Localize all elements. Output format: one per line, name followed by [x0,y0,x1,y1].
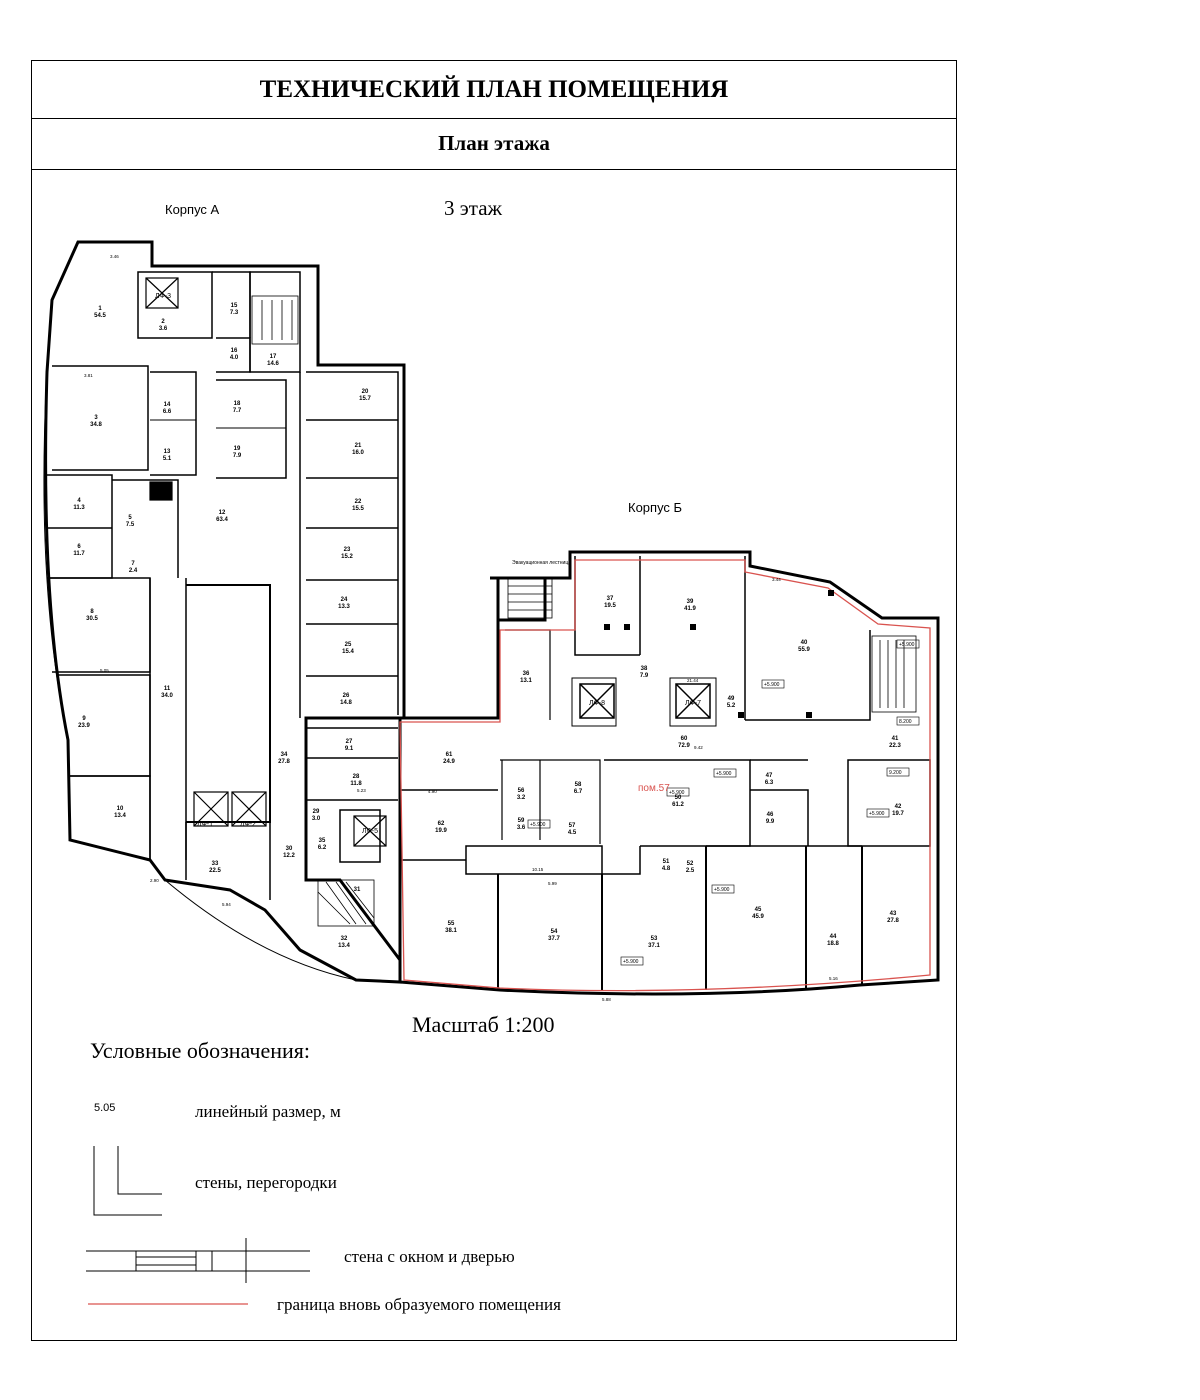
room-number: 56 [517,788,525,794]
dimension-text: 4.90 [428,789,437,794]
room-number: 6 [77,544,81,550]
room-label-61 [443,752,455,765]
lift-label: ЛФ-5 [361,828,379,835]
room-area: 41.9 [684,606,696,612]
room-number: 47 [765,773,773,779]
lift-label: ЛФ-7 [684,700,702,707]
room-label-17 [267,354,279,367]
room-label-19 [233,446,242,459]
room-area: 7.9 [232,453,242,459]
room-number: 16 [230,348,238,354]
room-area: 11.3 [73,505,85,511]
dimension-text: 5.99 [548,881,557,886]
room-number: 57 [568,823,576,829]
building-b-walls [400,552,938,994]
room-number: 27 [345,739,353,745]
lifts-a [146,278,386,846]
room-area: 15.2 [341,554,353,560]
room-area: 2.4 [128,568,138,574]
room-area: 5.1 [162,456,172,462]
room-label-40 [798,640,810,653]
room-label-20 [359,389,371,402]
elevation-mark: +5.900 [714,887,730,893]
legend-item-walls: стены, перегородки [195,1173,337,1192]
room-label-15 [230,303,239,316]
legend-dimension-sample: 5.05 [94,1102,116,1114]
room-number: 39 [686,599,694,605]
room-label-22 [352,499,364,512]
room-label-29 [312,809,321,822]
room-area: 27.8 [887,918,899,924]
elevation-mark: +5.900 [623,959,639,965]
legend-wall-sample [94,1146,162,1215]
room-label-26 [340,693,352,706]
room-label-5 [126,515,135,528]
room-label-6 [73,544,85,557]
legend-item-boundary: граница вновь образуемого помещения [277,1295,561,1314]
legend-title: Условные обозначения: [90,1038,311,1063]
lift-label: ЛФ-1 [196,821,214,828]
room-area: 61.2 [672,802,684,808]
sheet-title: ТЕХНИЧЕСКИЙ ПЛАН ПОМЕЩЕНИЯ [32,61,956,119]
dimension-text: 3.46 [110,254,119,259]
room-number: 33 [211,861,219,867]
room-area: 19.5 [604,603,616,609]
room-area: 15.7 [359,396,371,402]
room-area: 6.2 [317,845,327,851]
room-area: 12.2 [283,853,295,859]
new-premises-boundary [400,560,930,991]
lift-label: ЛФ-3 [154,293,172,300]
room-area: 15.5 [352,506,364,512]
room-area: 6.3 [764,780,774,786]
room-label-35 [318,838,327,851]
room-label-3 [90,415,102,428]
room-number: 40 [800,640,808,646]
room-label-59 [517,818,526,831]
room-area: 5.2 [726,703,736,709]
room-label-18 [233,401,242,414]
room-number: 50 [674,795,682,801]
room-area: 4.0 [229,355,239,361]
room-number: 24 [340,597,348,603]
room-area: 37.1 [648,943,660,949]
room-area: 22.3 [889,743,901,749]
room-label-39 [684,599,696,612]
room-label-37 [604,596,616,609]
room-number: 23 [343,547,351,553]
room-number: 55 [447,921,455,927]
room-area: 14.8 [340,700,352,706]
room-label-9 [78,716,90,729]
room-number: 25 [344,642,352,648]
room-number: 53 [650,936,658,942]
room-number: 14 [163,402,171,408]
room-label-4 [73,498,85,511]
room-number: 38 [640,666,648,672]
room-label-30 [283,846,295,859]
dimension-text: 21.44 [687,678,699,683]
room-label-62 [435,821,447,834]
room-area: 18.8 [827,941,839,947]
room-label-13 [163,449,172,462]
room-number: 26 [342,693,350,699]
room-area: 27.8 [278,759,290,765]
room-area: 34.8 [90,422,102,428]
elevation-mark: +5.900 [764,682,780,688]
column-markers [604,590,834,718]
room-area: 6.6 [162,409,172,415]
building-a-label: Корпус А [165,202,220,217]
room-label-44 [827,934,839,947]
elevation-mark: 8.200 [899,719,912,725]
room-label-23 [341,547,353,560]
room-area: 11.7 [73,551,85,557]
elevation-mark: +5.900 [530,822,546,828]
room-label-7 [129,561,138,574]
room-number: 51 [662,859,670,865]
room-number: 52 [686,861,694,867]
sheet-subtitle: План этажа [32,118,956,170]
room-label-49 [727,696,736,709]
room-area: 7.5 [125,522,135,528]
room-area: 13.4 [114,813,126,819]
room-number: 29 [312,809,320,815]
room-area: 24.9 [443,759,455,765]
room-number: 58 [574,782,582,788]
lift-label: ЛФ-2 [239,821,257,828]
room-label-16 [230,348,239,361]
room-number: 7 [131,561,135,567]
room-label-28 [350,774,362,787]
elevation-mark: 9.200 [889,770,902,776]
room-label-25 [342,642,354,655]
room-label-54 [548,929,560,942]
room-number: 31 [353,887,361,893]
room-area: 22.5 [209,868,221,874]
room-area: 7.3 [229,310,239,316]
room-number: 28 [352,774,360,780]
room-number: 42 [894,804,902,810]
elevation-mark: +5.900 [716,771,732,777]
room-area: 15.4 [342,649,354,655]
room-area: 9.1 [344,746,354,752]
dimension-text: 3.81 [84,373,93,378]
room-number: 60 [680,736,688,742]
room-area: 14.6 [267,361,279,367]
building-b-label: Корпус Б [628,500,683,515]
room-area: 3.0 [311,816,321,822]
dimension-text: 5.23 [357,788,366,793]
room-area: 38.1 [445,928,457,934]
room-number: 4 [77,498,81,504]
room-label-10 [114,806,126,819]
elevation-mark: +5.900 [669,790,685,796]
legend-item-window-door: стена с окном и дверью [344,1247,515,1266]
room-label-8 [86,609,98,622]
room-area: 19.7 [892,811,904,817]
room-area: 37.7 [548,936,560,942]
lift-labels [155,293,701,835]
room-number: 61 [445,752,453,758]
dimension-text: 5.05 [100,668,109,673]
room-number: 35 [318,838,326,844]
dimension-text: 9.42 [694,745,703,750]
elevation-mark: +5.900 [869,811,885,817]
room-label-55 [445,921,457,934]
premises-57-label: пом.57 [638,783,670,794]
room-number: 20 [361,389,369,395]
room-label-46 [766,812,775,825]
room-label-51 [662,859,671,872]
room-number: 46 [766,812,774,818]
room-number: 15 [230,303,238,309]
room-number: 37 [606,596,614,602]
dimension-text: 5.94 [222,902,231,907]
room-label-41 [889,736,901,749]
room-number: 30 [285,846,293,852]
room-label-60 [678,736,690,749]
elevation-marks [528,640,919,965]
room-label-21 [352,443,364,456]
legend-window-door-sample [86,1238,310,1283]
dimension-text: 3.44 [772,577,781,582]
room-area: 30.5 [86,616,98,622]
room-label-2 [159,319,168,332]
room-number: 45 [754,907,762,913]
room-number: 19 [233,446,241,452]
room-area: 72.9 [678,743,690,749]
dimension-text: 5.16 [829,976,838,981]
room-area: 4.8 [661,866,671,872]
room-number: 5 [128,515,132,521]
room-number: 12 [218,510,226,516]
room-number: 34 [280,752,288,758]
room-label-34 [278,752,290,765]
room-number: 13 [163,449,171,455]
room-label-27 [345,739,354,752]
room-area: 3.6 [516,825,526,831]
room-number: 49 [727,696,735,702]
room-label-33 [209,861,221,874]
room-label-12 [216,510,228,523]
room-area: 2.5 [685,868,695,874]
room-number: 10 [116,806,124,812]
room-label-31 [354,887,361,893]
room-area: 9.9 [765,819,775,825]
room-area: 54.5 [94,313,106,319]
room-label-57 [568,823,577,836]
lift-label: ЛФ-8 [588,700,606,707]
room-area: 7.7 [232,408,242,414]
room-area: 55.9 [798,647,810,653]
room-area: 45.9 [752,914,764,920]
room-number: 59 [517,818,525,824]
room-label-32 [338,936,350,949]
room-area: 3.2 [516,795,526,801]
room-number: 41 [891,736,899,742]
room-number: 21 [354,443,362,449]
room-label-1 [94,306,106,319]
legend-item-dimension: линейный размер, м [195,1102,341,1121]
room-area: 3.6 [158,326,168,332]
room-label-42 [892,804,904,817]
room-labels [73,303,904,949]
room-area: 13.4 [338,943,350,949]
room-area: 13.1 [520,678,532,684]
scale-label: Масштаб 1:200 [412,1012,555,1037]
room-label-24 [338,597,350,610]
stair-note: Эвакуационная лестница [512,560,571,566]
room-number: 36 [522,671,530,677]
room-number: 8 [90,609,94,615]
room-label-14 [163,402,172,415]
room-label-58 [574,782,583,795]
room-label-53 [648,936,660,949]
building-a-walls [44,242,404,982]
room-label-52 [686,861,695,874]
room-number: 32 [340,936,348,942]
room-number: 54 [550,929,558,935]
elevation-mark: +5.900 [899,642,915,648]
room-area: 16.0 [352,450,364,456]
room-label-11 [161,686,173,699]
dimension-text: 2.90 [150,878,159,883]
room-label-50 [672,795,684,808]
room-number: 1 [98,306,102,312]
dimension-text: 10.15 [532,867,544,872]
room-label-38 [640,666,649,679]
room-number: 22 [354,499,362,505]
room-number: 17 [269,354,277,360]
room-number: 3 [94,415,98,421]
room-area: 6.7 [573,789,583,795]
room-label-45 [752,907,764,920]
room-number: 9 [82,716,86,722]
room-label-47 [765,773,774,786]
room-area: 19.9 [435,828,447,834]
room-area: 34.0 [161,693,173,699]
room-label-56 [517,788,526,801]
room-number: 62 [437,821,445,827]
room-area: 7.9 [639,673,649,679]
room-area: 13.3 [338,604,350,610]
room-area: 23.9 [78,723,90,729]
room-label-36 [520,671,532,684]
room-number: 44 [829,934,837,940]
room-number: 18 [233,401,241,407]
room-area: 63.4 [216,517,228,523]
room-area: 4.5 [567,830,577,836]
room-area: 11.8 [350,781,362,787]
dimension-text: 5.88 [602,997,611,1002]
floor-label: 3 этаж [444,196,503,220]
room-number: 11 [163,686,171,692]
room-number: 2 [161,319,165,325]
room-label-43 [887,911,899,924]
room-number: 43 [889,911,897,917]
